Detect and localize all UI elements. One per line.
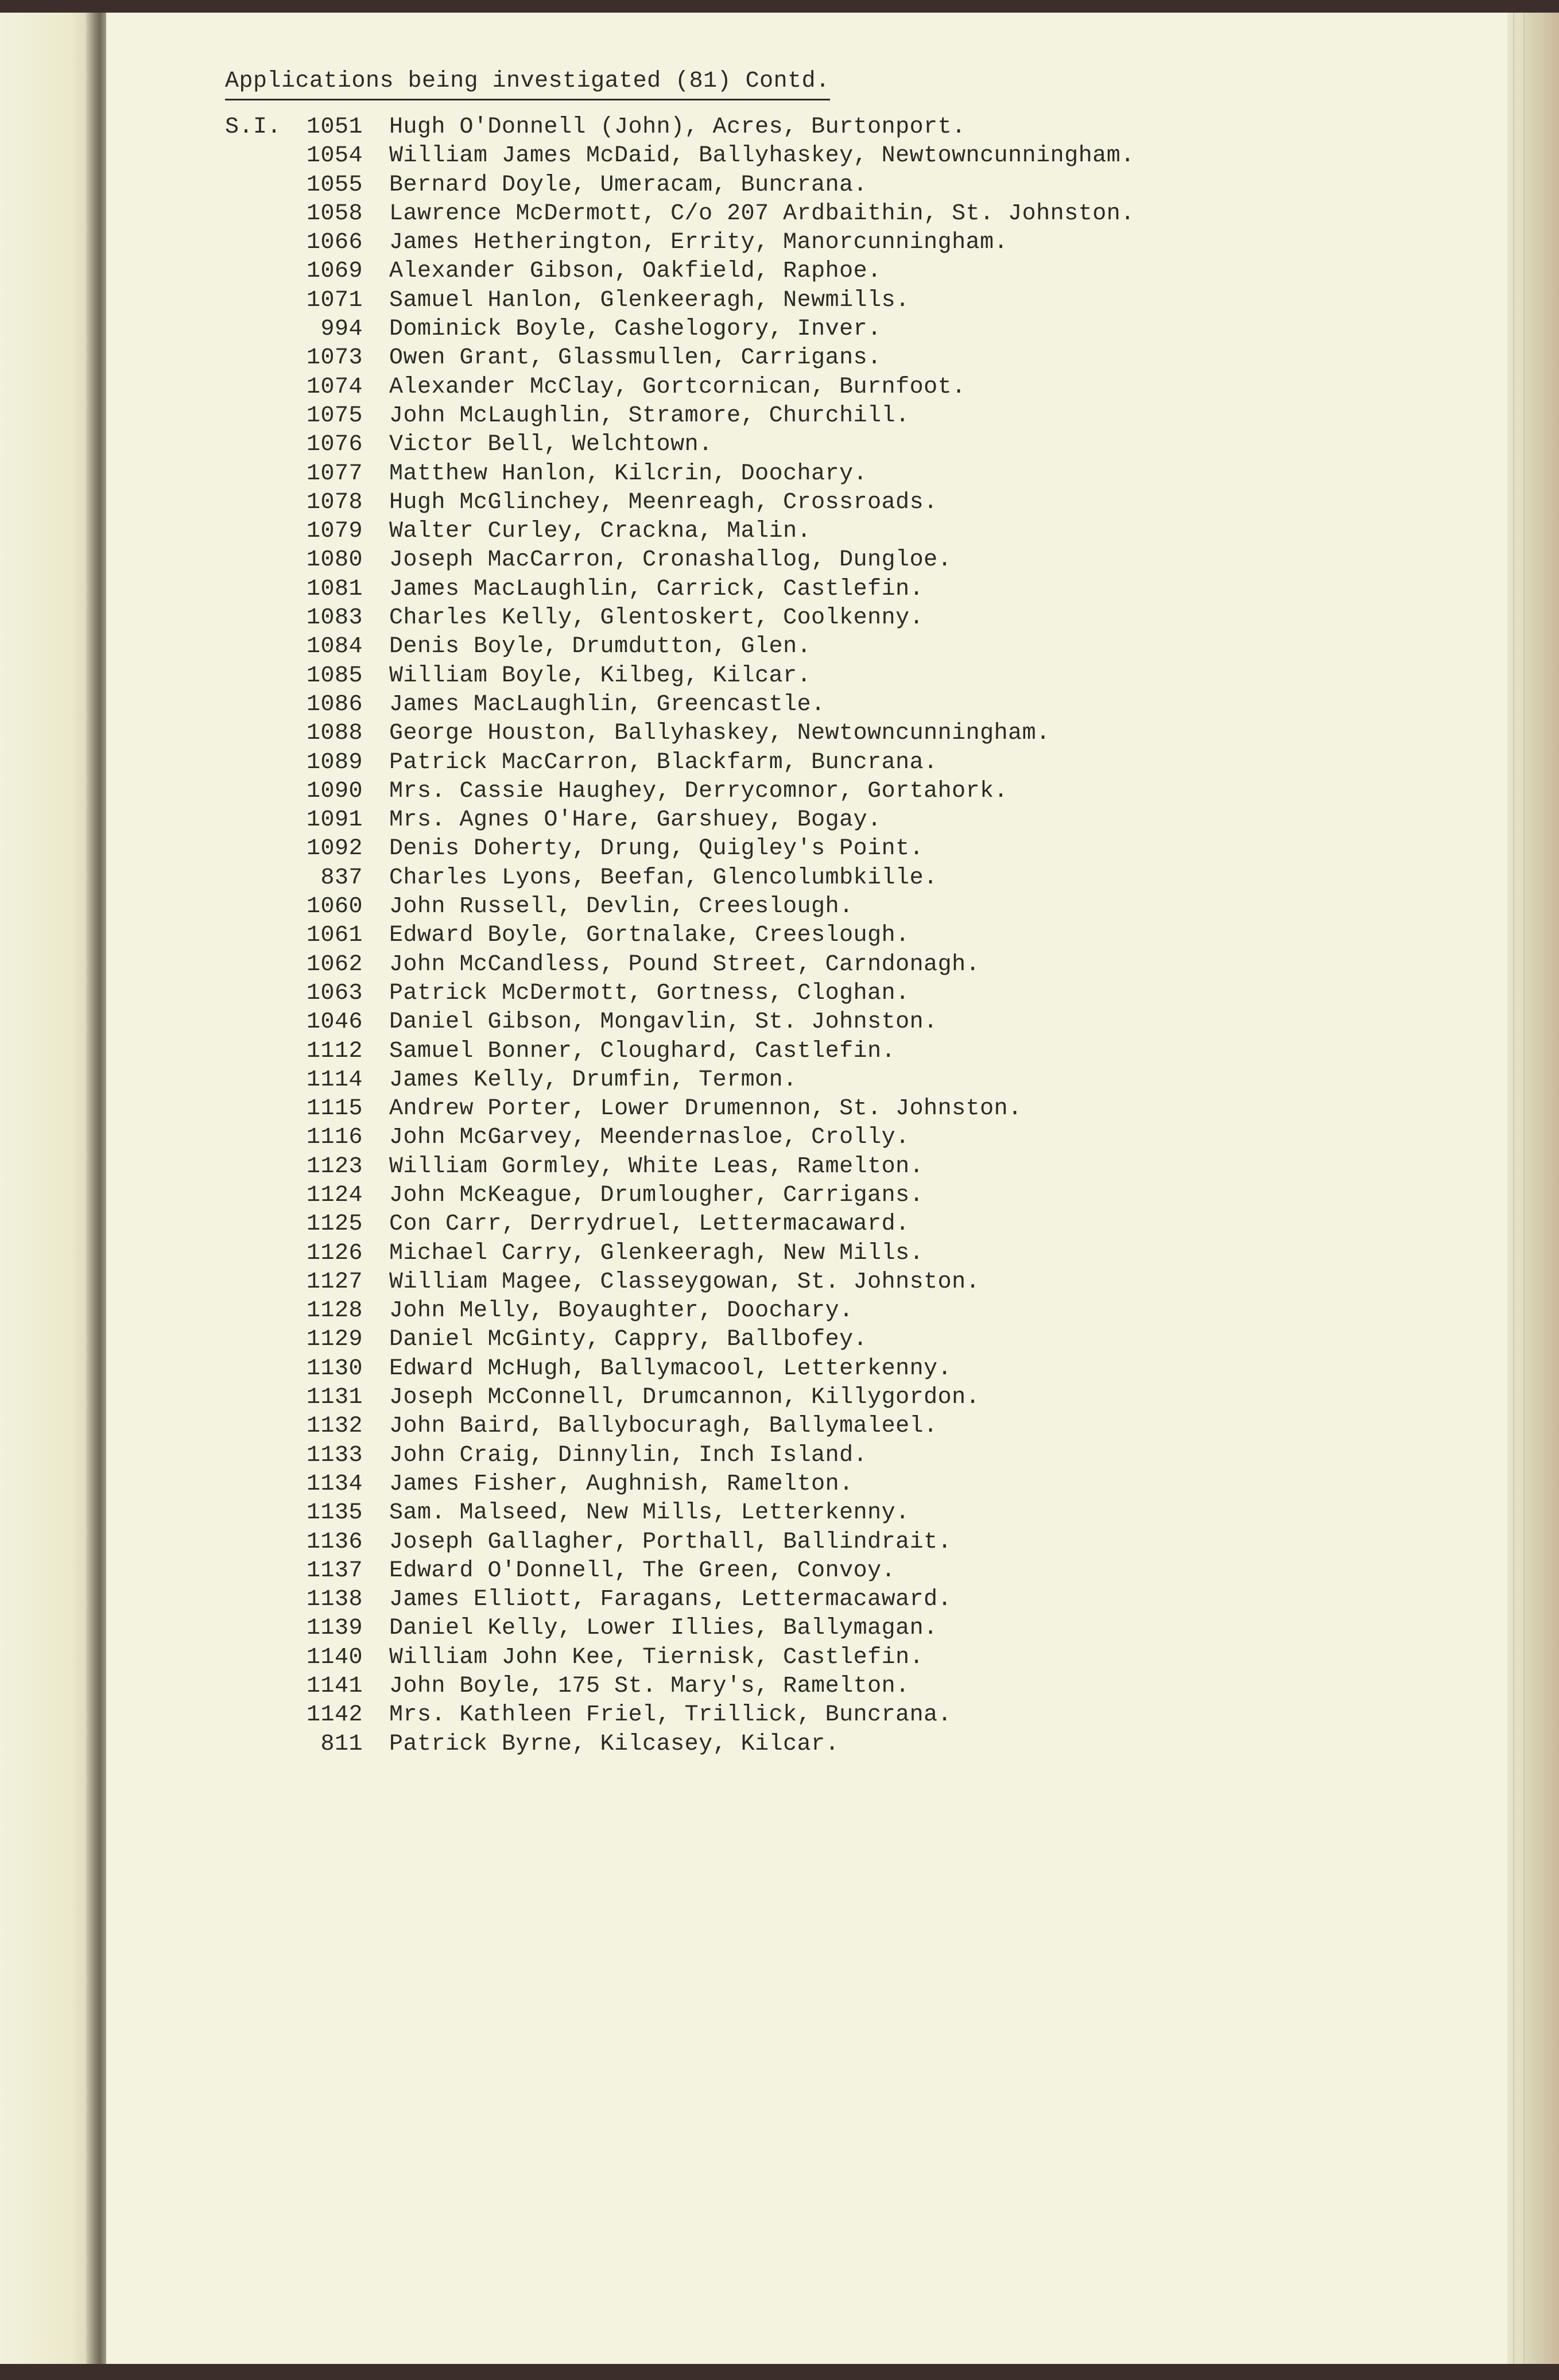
application-number: 1077 xyxy=(306,460,363,487)
applicant-entry: Joseph Gallagher, Porthall, Ballindrait. xyxy=(389,1529,952,1555)
applicant-entry: Victor Bell, Welchtown. xyxy=(389,432,713,458)
applicant-entry: Mrs. Agnes O'Hare, Garshuey, Bogay. xyxy=(389,807,882,834)
list-item xyxy=(225,1181,1135,1210)
list-item xyxy=(225,1557,1135,1586)
applicant-entry: John McLaughlin, Stramore, Churchill. xyxy=(389,402,910,429)
application-number: 1083 xyxy=(306,605,363,631)
applicant-entry: Dominick Boyle, Cashelogory, Inver. xyxy=(389,316,882,343)
applicant-entry: Hugh O'Donnell (John), Acres, Burtonport. xyxy=(389,114,966,140)
application-number: 1046 xyxy=(306,1009,363,1036)
list-item xyxy=(225,1037,1135,1066)
list-item xyxy=(225,142,1135,170)
list-item xyxy=(225,951,1135,979)
applicant-entry: Edward Boyle, Gortnalake, Creeslough. xyxy=(389,922,910,949)
application-number: 1051 xyxy=(306,114,363,140)
application-number: 1131 xyxy=(306,1385,363,1411)
list-item xyxy=(225,228,1135,257)
application-number: 1066 xyxy=(306,230,363,256)
application-number: 1078 xyxy=(306,489,363,515)
applications-list xyxy=(225,113,1135,1759)
list-item xyxy=(225,1153,1135,1181)
applicant-entry: Joseph McConnell, Drumcannon, Killygordon. xyxy=(389,1385,980,1411)
application-number: 1074 xyxy=(306,374,363,400)
application-number: 1140 xyxy=(306,1644,363,1670)
list-item xyxy=(225,113,1135,142)
application-number: 1136 xyxy=(306,1529,363,1555)
list-item xyxy=(225,1586,1135,1614)
application-number: 1054 xyxy=(306,143,363,169)
list-item xyxy=(225,1643,1135,1672)
applicant-entry: John Craig, Dinnylin, Inch Island. xyxy=(389,1442,868,1468)
application-number: 1080 xyxy=(306,547,363,573)
application-number: 1137 xyxy=(306,1557,363,1584)
list-item xyxy=(225,1383,1135,1412)
application-number: 811 xyxy=(320,1731,363,1757)
applicant-entry: William Magee, Classeygowan, St. Johnston. xyxy=(389,1269,980,1295)
applicant-entry: Walter Curley, Crackna, Malin. xyxy=(389,518,812,545)
application-number: 1076 xyxy=(306,432,363,458)
applicant-entry: James MacLaughlin, Carrick, Castlefin. xyxy=(389,576,924,602)
applicant-entry: Alexander McClay, Gortcornican, Burnfoot. xyxy=(389,374,966,400)
list-item xyxy=(225,921,1135,950)
list-item xyxy=(225,719,1135,748)
applicant-entry: James Elliott, Faragans, Lettermacaward. xyxy=(389,1587,952,1613)
list-item xyxy=(225,1066,1135,1095)
list-item xyxy=(225,604,1135,633)
application-number: 1135 xyxy=(306,1500,363,1526)
facing-page-edge xyxy=(0,13,100,2364)
application-number: 1141 xyxy=(306,1673,363,1700)
application-number: 1142 xyxy=(306,1702,363,1728)
list-item xyxy=(225,431,1135,459)
application-number: 1085 xyxy=(306,662,363,689)
applicant-entry: James Hetherington, Errity, Manorcunningham. xyxy=(389,230,1009,256)
list-item xyxy=(225,1730,1135,1759)
application-number: 1079 xyxy=(306,518,363,545)
application-number: 1130 xyxy=(306,1355,363,1382)
applicant-entry: Michael Carry, Glenkeeragh, New Mills. xyxy=(389,1240,924,1266)
applicant-entry: Alexander Gibson, Oakfield, Raphoe. xyxy=(389,258,882,285)
application-number: 1090 xyxy=(306,778,363,804)
application-number: 1069 xyxy=(306,258,363,285)
application-number: 1058 xyxy=(306,200,363,227)
list-item xyxy=(225,1095,1135,1123)
list-item xyxy=(225,286,1135,315)
application-number: 1062 xyxy=(306,951,363,978)
list-item xyxy=(225,575,1135,604)
application-number: 1138 xyxy=(306,1587,363,1613)
applicant-entry: John Boyle, 175 St. Mary's, Ramelton. xyxy=(389,1673,910,1700)
applicant-entry: Hugh McGlinchey, Meenreagh, Crossroads. xyxy=(389,489,938,515)
list-item xyxy=(225,373,1135,402)
applicant-entry: Edward O'Donnell, The Green, Convoy. xyxy=(389,1557,896,1584)
application-number: 1124 xyxy=(306,1182,363,1208)
application-number: 1114 xyxy=(306,1067,363,1093)
applicant-entry: James Fisher, Aughnish, Ramelton. xyxy=(389,1471,854,1497)
applicant-entry: Mrs. Kathleen Friel, Trillick, Buncrana. xyxy=(389,1702,952,1728)
typed-list xyxy=(225,64,1135,1759)
list-item xyxy=(225,1210,1135,1239)
list-item xyxy=(225,777,1135,806)
applicant-entry: Daniel McGinty, Cappry, Ballbofey. xyxy=(389,1327,868,1353)
application-number: 1086 xyxy=(306,691,363,718)
application-number: 1055 xyxy=(306,172,363,198)
application-number: 1127 xyxy=(306,1269,363,1295)
application-number: 1132 xyxy=(306,1413,363,1440)
applicant-entry: Mrs. Cassie Haughey, Derrycomnor, Gortahork. xyxy=(389,778,1009,804)
applicant-entry: Matthew Hanlon, Kilcrin, Doochary. xyxy=(389,460,868,487)
applicant-entry: William John Kee, Tiernisk, Castlefin. xyxy=(389,1644,924,1670)
application-number: 1073 xyxy=(306,345,363,371)
applicant-entry: Samuel Hanlon, Glenkeeragh, Newmills. xyxy=(389,287,910,313)
applicant-entry: Andrew Porter, Lower Drumennon, St. Johnston. xyxy=(389,1096,1022,1122)
book-binding-gutter xyxy=(86,13,109,2364)
list-item xyxy=(225,864,1135,893)
application-number: 1112 xyxy=(306,1038,363,1064)
list-item xyxy=(225,662,1135,691)
applicant-entry: William Boyle, Kilbeg, Kilcar. xyxy=(389,662,812,689)
list-item xyxy=(225,517,1135,546)
list-item xyxy=(225,1470,1135,1499)
list-item xyxy=(225,749,1135,777)
application-number: 1129 xyxy=(306,1327,363,1353)
applicant-entry: Samuel Bonner, Cloughard, Castlefin. xyxy=(389,1038,896,1064)
list-item xyxy=(225,1268,1135,1297)
applicant-entry: William James McDaid, Ballyhaskey, Newtowncunningham. xyxy=(389,143,1135,169)
list-item xyxy=(225,806,1135,835)
application-number: 994 xyxy=(320,316,363,343)
application-number: 1075 xyxy=(306,402,363,429)
applicant-entry: James Kelly, Drumfin, Termon. xyxy=(389,1067,797,1093)
list-item xyxy=(225,1701,1135,1730)
applicant-entry: Daniel Gibson, Mongavlin, St. Johnston. xyxy=(389,1009,938,1036)
list-item xyxy=(225,633,1135,661)
application-number: 837 xyxy=(320,865,363,891)
list-item xyxy=(225,546,1135,575)
list-item xyxy=(225,1412,1135,1441)
list-item xyxy=(225,1672,1135,1701)
applicant-entry: Patrick McDermott, Gortness, Cloghan. xyxy=(389,980,910,1006)
list-item xyxy=(225,1614,1135,1643)
applicant-entry: George Houston, Ballyhaskey, Newtowncunningham. xyxy=(389,720,1050,747)
list-item xyxy=(225,171,1135,200)
application-number: 1060 xyxy=(306,894,363,920)
scan-bottom-border xyxy=(0,2364,1559,2380)
application-number: 1063 xyxy=(306,980,363,1006)
application-number: 1128 xyxy=(306,1298,363,1324)
applicant-entry: Patrick Byrne, Kilcasey, Kilcar. xyxy=(389,1731,840,1757)
applicant-entry: Joseph MacCarron, Cronashallog, Dungloe. xyxy=(389,547,952,573)
application-number: 1115 xyxy=(306,1096,363,1122)
application-number: 1084 xyxy=(306,634,363,660)
applicant-entry: Con Carr, Derrydruel, Lettermacaward. xyxy=(389,1211,910,1238)
list-item xyxy=(225,460,1135,489)
list-item xyxy=(225,1239,1135,1268)
applicant-entry: Patrick MacCarron, Blackfarm, Buncrana. xyxy=(389,749,938,776)
application-number: 1092 xyxy=(306,836,363,862)
application-number: 1089 xyxy=(306,749,363,776)
application-number: 1071 xyxy=(306,287,363,313)
list-item xyxy=(225,1528,1135,1557)
list-item xyxy=(225,1008,1135,1037)
list-item xyxy=(225,1297,1135,1325)
applicant-entry: Denis Doherty, Drung, Quigley's Point. xyxy=(389,836,924,862)
application-number: 1081 xyxy=(306,576,363,602)
list-item xyxy=(225,1499,1135,1528)
list-item xyxy=(225,1123,1135,1152)
applicant-entry: Edward McHugh, Ballymacool, Letterkenny. xyxy=(389,1355,952,1382)
list-item xyxy=(225,402,1135,431)
application-number: 1116 xyxy=(306,1125,363,1151)
list-item xyxy=(225,257,1135,286)
applicant-entry: William Gormley, White Leas, Ramelton. xyxy=(389,1153,924,1180)
applicant-entry: Bernard Doyle, Umeracam, Buncrana. xyxy=(389,172,868,198)
list-item xyxy=(225,1441,1135,1470)
applicant-entry: John McGarvey, Meendernasloe, Crolly. xyxy=(389,1125,910,1151)
applicant-entry: John McKeague, Drumlougher, Carrigans. xyxy=(389,1182,924,1208)
applicant-entry: Sam. Malseed, New Mills, Letterkenny. xyxy=(389,1500,910,1526)
list-item xyxy=(225,344,1135,373)
applicant-entry: John Russell, Devlin, Creeslough. xyxy=(389,894,854,920)
list-item xyxy=(225,1325,1135,1354)
list-item xyxy=(225,979,1135,1008)
applicant-entry: Owen Grant, Glassmullen, Carrigans. xyxy=(389,345,882,371)
applicant-entry: John Baird, Ballybocuragh, Ballymaleel. xyxy=(389,1413,938,1440)
applicant-entry: John McCandless, Pound Street, Carndonagh. xyxy=(389,951,980,978)
application-number: 1091 xyxy=(306,807,363,834)
applicant-entry: Lawrence McDermott, C/o 207 Ardbaithin, St. Johnston. xyxy=(389,200,1135,227)
list-item xyxy=(225,1355,1135,1383)
list-item xyxy=(225,835,1135,863)
list-item xyxy=(225,315,1135,344)
application-number: 1088 xyxy=(306,720,363,747)
application-number: 1123 xyxy=(306,1153,363,1180)
application-number: 1126 xyxy=(306,1240,363,1266)
list-item xyxy=(225,200,1135,228)
list-item xyxy=(225,691,1135,719)
application-number: 1125 xyxy=(306,1211,363,1238)
page-edge-strip xyxy=(1513,13,1525,2364)
applicant-entry: John Melly, Boyaughter, Doochary. xyxy=(389,1298,854,1324)
applicant-entry: Charles Kelly, Glentoskert, Coolkenny. xyxy=(389,605,924,631)
application-number: 1061 xyxy=(306,922,363,949)
page-heading: Applications being investigated (81) Contd. xyxy=(225,64,830,100)
applicant-entry: Daniel Kelly, Lower Illies, Ballymagan. xyxy=(389,1615,938,1642)
application-number: 1134 xyxy=(306,1471,363,1497)
scan-top-border xyxy=(0,0,1559,13)
applicant-entry: Charles Lyons, Beefan, Glencolumbkille. xyxy=(389,865,938,891)
list-item xyxy=(225,489,1135,517)
application-number: 1139 xyxy=(306,1615,363,1642)
applicant-entry: Denis Boyle, Drumdutton, Glen. xyxy=(389,634,812,660)
applicant-entry: James MacLaughlin, Greencastle. xyxy=(389,691,825,718)
application-number: 1133 xyxy=(306,1442,363,1468)
series-prefix: S.I. xyxy=(225,114,282,140)
list-item xyxy=(225,893,1135,921)
